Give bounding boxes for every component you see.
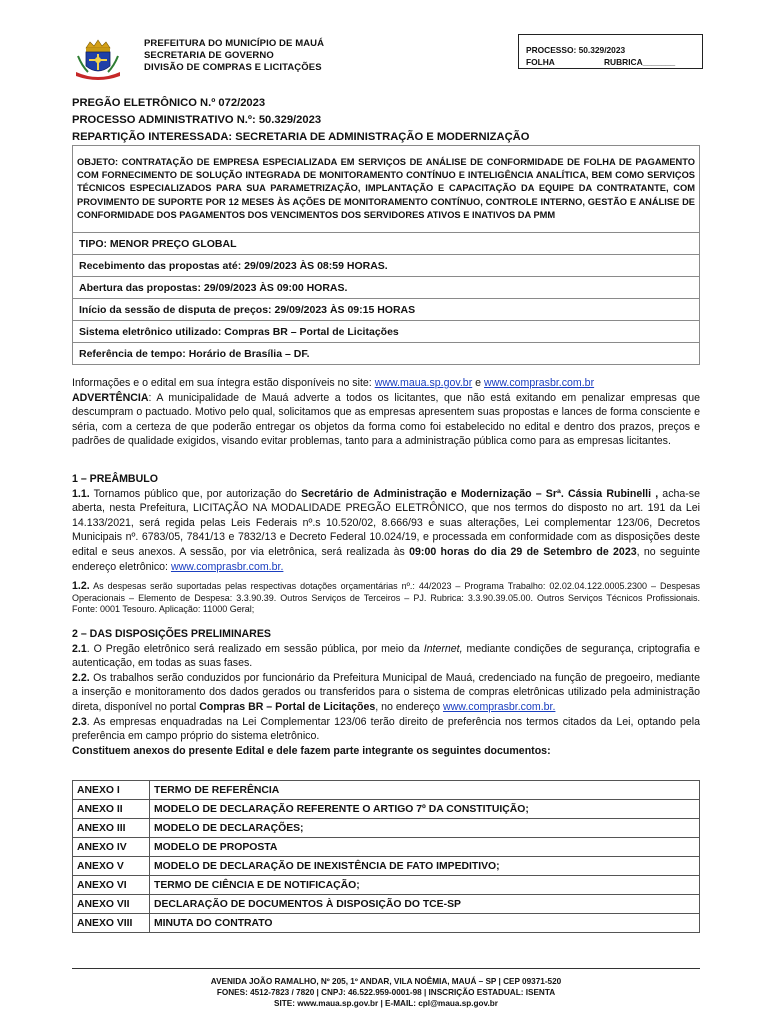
annex-description: TERMO DE REFERÊNCIA (150, 781, 700, 800)
annex-intro: Constituem anexos do presente Edital e dele fazem parte integrante os seguintes documentos: (72, 744, 551, 757)
p22-b: Compras BR – Portal de Licitações (199, 700, 376, 713)
section-2-title: 2 – DAS DISPOSIÇÕES PRELIMINARES (72, 628, 271, 640)
document-titles (72, 95, 702, 146)
annex-description: DECLARAÇÃO DE DOCUMENTOS À DISPOSIÇÃO DO TCE-SP (150, 895, 700, 914)
p11-b: Secretário de Administração e Modernização – Srª. Cássia Rubinelli , (301, 487, 659, 500)
info-text: Informações e o edital em sua íntegra estão disponíveis no site: (72, 377, 375, 389)
p11-e: , no seguinte endereço eletrônico: (72, 545, 700, 573)
header-line-1: PREFEITURA DO MUNICÍPIO DE MAUÁ (144, 38, 325, 49)
info-row-tipo: TIPO: MENOR PREÇO GLOBAL (73, 233, 700, 255)
annex-code: ANEXO II (73, 800, 150, 819)
info-and: e (472, 377, 485, 389)
info-row-abertura: Abertura das propostas: 29/09/2023 ÀS 09:00 HORAS. (73, 277, 700, 299)
annex-code: ANEXO VI (73, 876, 150, 895)
advertencia-text: : A municipalidade de Mauá adverte a todos os licitantes, que não está exitando em penalizar empresas que descumpram o pactuado. Motivo pelo qual, solicitamos que as empresas apresentem suas propostas e lances de forma consciente e séria, com a certeza de que poderão entregar os objetos da forma como foi estabelecido no edital e dentro dos prazos, preços e padrões de qualidade exigidos, visando evitar problemas, tanto para a administração pública como para as empresas licitantes. (72, 391, 700, 448)
p21-b: mediante condições de segurança, criptografia e autenticação, em todas as suas fases. (72, 642, 700, 670)
municipal-crest-icon (72, 36, 124, 80)
p21-a: . O Pregão eletrônico será realizado em sessão pública, por meio da (86, 642, 424, 655)
annex-code: ANEXO III (73, 819, 150, 838)
p11-c: acha-se aberta, nesta Prefeitura, LICITAÇÃO NA MODALIDADE PREGÃO ELETRÔNICO, que nos termos do disposto no art. 191 da Lei 14.133/2021, será regida pelas Leis Federais nº.s 10.520/02, 8.666/93 e suas alterações, Lei complementar 123/06, Decretos Municipais nº. 6783/05, 7841/13 e 7832/13 e Decreto Federal 10.024/19, e processada em conformidade com as disposições deste edital e seus anexos. A sessão, por via eletrônica, será realizada às (72, 487, 700, 558)
annex-description: MINUTA DO CONTRATO (150, 914, 700, 933)
paragraph-2-2 (72, 671, 700, 715)
p23-num: 2.3 (72, 715, 87, 728)
footer-address: AVENIDA JOÃO RAMALHO, Nº 205, 1º ANDAR, VILA NOÊMIA, MAUÁ – SP | CEP 09371-520 (210, 977, 562, 986)
annex-description: MODELO DE DECLARAÇÃO DE INEXISTÊNCIA DE FATO IMPEDITIVO; (150, 857, 700, 876)
p21-num: 2.1 (72, 642, 87, 655)
process-number: PROCESSO: 50.329/2023 (526, 45, 626, 55)
annex-row (73, 781, 700, 800)
bid-info-table (72, 145, 700, 365)
footer-site-email: SITE: www.maua.sp.gov.br | E-MAIL: cpl@maua.sp.gov.br (274, 999, 498, 1008)
paragraph-2-3 (72, 715, 700, 744)
annex-row (73, 857, 700, 876)
letterhead-text (144, 38, 324, 74)
rubrica-label: RUBRICA_______ (604, 57, 676, 67)
annex-row (73, 895, 700, 914)
section-2 (72, 627, 700, 758)
p11-a: Tornamos público que, por autorização do (89, 487, 302, 500)
section-1-title: 1 – PREÂMBULO (72, 473, 158, 485)
header-line-2: SECRETARIA DE GOVERNO (144, 50, 274, 61)
footer (72, 976, 700, 1009)
section-1 (72, 472, 700, 616)
annex-row (73, 838, 700, 857)
info-advertencia-block (72, 376, 700, 449)
annex-row (73, 876, 700, 895)
annex-code: ANEXO I (73, 781, 150, 800)
letterhead (72, 32, 702, 80)
p12-num: 1.2. (72, 580, 90, 593)
comprasbr-link-1[interactable]: www.comprasbr.com.br. (170, 560, 284, 573)
p22-a: Os trabalhos serão conduzidos por funcionário da Prefeitura Municipal de Mauá, credenciado na função de pregoeiro, mediante a inserção e monitoramento dos dados gerados ou transferidos para o sistema de compras eletrônicas utilizado pela administração direta, disponível no portal (72, 671, 700, 713)
annex-description: MODELO DE DECLARAÇÕES; (150, 819, 700, 838)
process-stamp-box (518, 34, 703, 69)
info-row-inicio: Início da sessão de disputa de preços: 29/09/2023 ÀS 09:15 HORAS (73, 299, 700, 321)
comprasbr-link-2[interactable]: www.comprasbr.com.br. (442, 700, 556, 713)
annex-description: TERMO DE CIÊNCIA E DE NOTIFICAÇÃO; (150, 876, 700, 895)
paragraph-1-2 (72, 581, 700, 616)
info-row-referencia: Referência de tempo: Horário de Brasília – DF. (73, 343, 700, 365)
p23-text: . As empresas enquadradas na Lei Complementar 123/06 terão direito de preferência nos termos citados da Lei, optando pela preferência em campo próprio do sistema eletrônico. (72, 715, 700, 743)
info-row-sistema: Sistema eletrônico utilizado: Compras BR – Portal de Licitações (73, 321, 700, 343)
advertencia-paragraph (72, 391, 700, 449)
annex-row (73, 800, 700, 819)
annex-code: ANEXO IV (73, 838, 150, 857)
info-row-recebimento: Recebimento das propostas até: 29/09/2023 ÀS 08:59 HORAS. (73, 255, 700, 277)
annex-description: MODELO DE DECLARAÇÃO REFERENTE O ARTIGO 7º DA CONSTITUIÇÃO; (150, 800, 700, 819)
p11-num: 1.1. (72, 487, 90, 500)
reparticao-title: REPARTIÇÃO INTERESSADA: SECRETARIA DE ADMINISTRAÇÃO E MODERNIZAÇÃO (72, 131, 530, 143)
advertencia-label: ADVERTÊNCIA (72, 391, 149, 404)
maua-site-link[interactable]: www.maua.sp.gov.br (374, 377, 473, 389)
annex-description: MODELO DE PROPOSTA (150, 838, 700, 857)
paragraph-2-1 (72, 642, 700, 671)
paragraph-1-1 (72, 487, 700, 575)
footer-divider (72, 968, 700, 969)
p22-num: 2.2. (72, 671, 90, 684)
info-paragraph (72, 376, 700, 391)
annex-code: ANEXO VII (73, 895, 150, 914)
annex-code: ANEXO V (73, 857, 150, 876)
folha-label: FOLHA (526, 57, 555, 67)
p11-d: 09:00 horas do dia 29 de Setembro de 2023 (409, 545, 637, 558)
objeto-cell: OBJETO: CONTRATAÇÃO DE EMPRESA ESPECIALIZADA EM SERVIÇOS DE ANÁLISE DE CONFORMIDADE DE FOLHA DE PAGAMENTO COM FORNECIMENTO DE SOLUÇÃO INTEGRADA DE MONITORAMENTO CONTÍNUO E INTELIGÊNCIA ANALÍTICA, BEM COMO SERVIÇOS TÉCNICOS ESPECIALIZADOS PARA SUA PARAMETRIZAÇÃO, IMPLANTAÇÃO E CAPACITAÇÃO DA EQUIPE DA CONTRATANTE, COM PROVIMENTO DE SUPORTE POR 12 MESES ÀS AÇÕES DE MONITORAMENTO CONTÍNUO, CONTROLE INTERNO, GESTÃO E ANÁLISE DE CONFORMIDADE DOS PAGAMENTOS DOS VENCIMENTOS DOS SERVIDORES ATIVOS E INATIVOS DA PMM (73, 146, 700, 233)
annex-row (73, 819, 700, 838)
processo-title: PROCESSO ADMINISTRATIVO N.º: 50.329/2023 (72, 114, 322, 126)
p12-text: As despesas serão suportadas pelas respectivas dotações orçamentárias nº.: 44/2023 – Programa Trabalho: 02.02.04.122.0005.2300 – Despesas Operacionais – Elemento de Despesa: 3.3.90.39. Outros Serviços de Terceiros – PJ. Rubrica: 3.3.90.39.05.00. Outros Serviços Técnicos Profissionais. Fonte: 0001 Tesouro. Aplicação: 11000 Geral; (72, 581, 700, 615)
annex-table (72, 780, 700, 933)
comprasbr-site-link[interactable]: www.comprasbr.com.br (484, 377, 595, 389)
header-line-3: DIVISÃO DE COMPRAS E LICITAÇÕES (144, 62, 322, 73)
p22-c: , no endereço (375, 700, 443, 713)
annex-code: ANEXO VIII (73, 914, 150, 933)
pregao-title: PREGÃO ELETRÔNICO N.º 072/2023 (72, 97, 266, 109)
footer-contacts: FONES: 4512-7823 / 7820 | CNPJ: 46.522.959-0001-98 | INSCRIÇÃO ESTADUAL: ISENTA (216, 988, 556, 997)
p21-italic: Internet, (423, 642, 463, 655)
annex-row (73, 914, 700, 933)
